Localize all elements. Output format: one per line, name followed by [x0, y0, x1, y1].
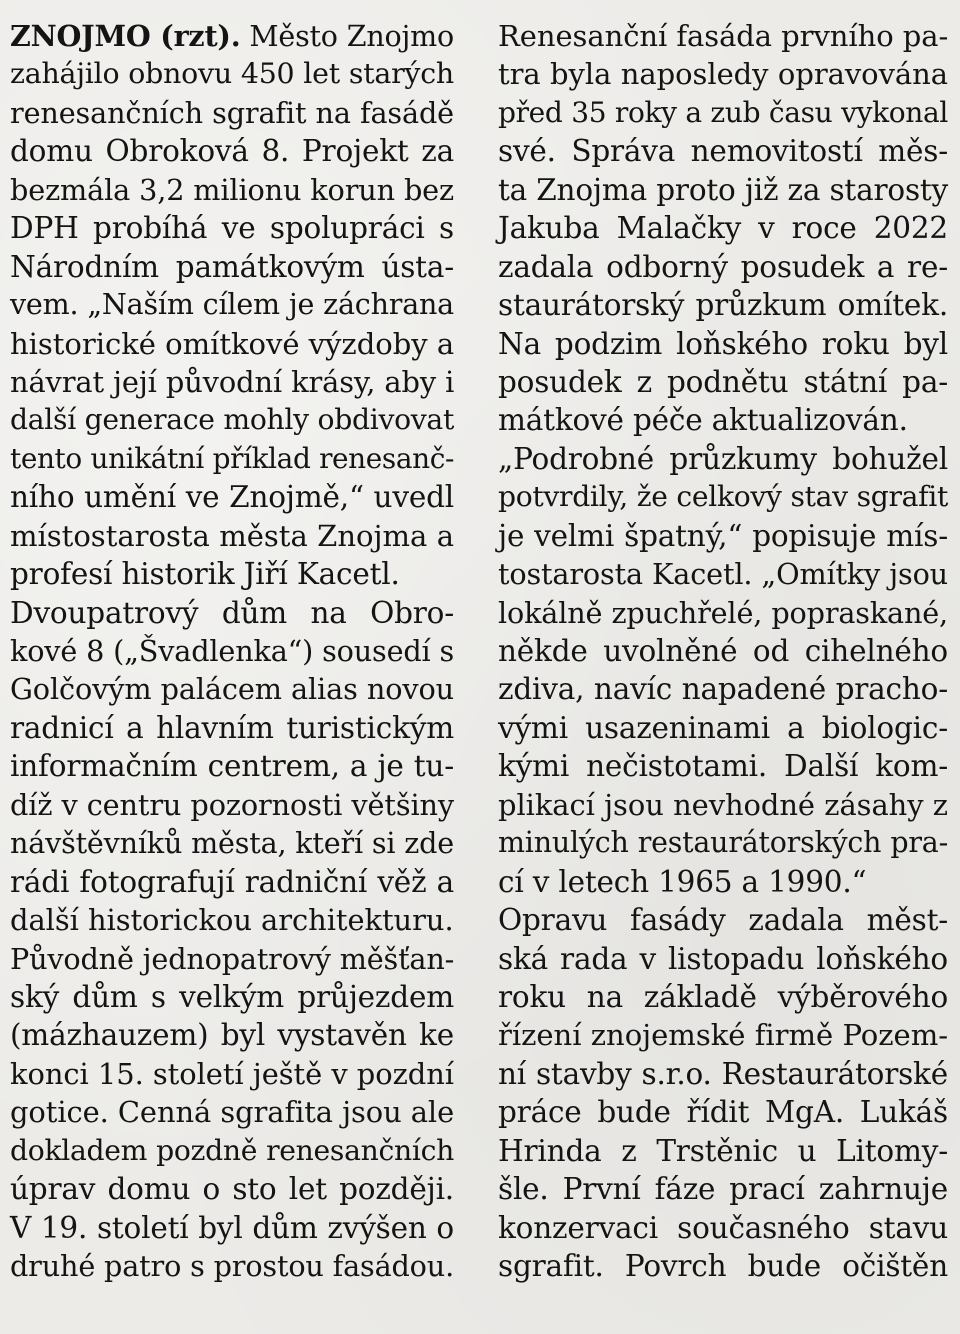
article-line: kové 8 („Švadlenka“) sousedí s [10, 634, 455, 668]
article-line: profesí historik Jiří Kacetl. [10, 557, 400, 592]
article-line: plikací jsou nevhodné zásahy z [498, 787, 948, 822]
article-line: Hrinda z Trstěnic u Litomy- [498, 1133, 948, 1168]
article-line: další historickou architekturu. [10, 903, 454, 938]
article-line: tento unikátní příklad renesanč- [10, 441, 454, 475]
article-lead-dateline: ZNOJMO (rzt). [10, 19, 241, 53]
article-line: gotice. Cenná sgrafita jsou ale [10, 1095, 455, 1130]
article-line: historické omítkové výzdoby a [10, 326, 455, 361]
article-line: zadala odborný posudek a re- [498, 249, 948, 284]
article-line: Jakuba Malačky v roce 2022 [498, 211, 948, 246]
article-line: „Podrobné průzkumy bohužel [498, 441, 948, 476]
article-line: druhé patro s prostou fasádou. [10, 1249, 455, 1283]
article-line: Opravu fasády zadala měst- [498, 903, 948, 938]
article-line: V 19. století byl dům zvýšen o [10, 1210, 454, 1245]
article-line: konci 15. století ještě v pozdní [10, 1056, 454, 1091]
article-line: své. Správa nemovitostí měs- [498, 134, 948, 169]
article-line: bezmála 3,2 milionu korun bez [10, 172, 455, 207]
article-line: další generace mohly obdivovat [10, 403, 454, 437]
article-line: domu Obroková 8. Projekt za [10, 134, 454, 169]
article-column-left [10, 17, 454, 1285]
article-line [10, 17, 454, 55]
article-line: Původně jednopatrový měšťan- [10, 941, 455, 976]
article-line: práce bude řídit MgA. Lukáš [498, 1095, 948, 1130]
article-line: místostarosta města Znojma a [10, 518, 454, 553]
article-line: roku na základě výběrového [498, 979, 948, 1014]
article-line: ního umění ve Znojmě,“ uvedl [10, 480, 454, 515]
article-line: Renesanční fasáda prvního pa- [498, 19, 949, 53]
article-line: DPH probíhá ve spolupráci s [10, 211, 454, 246]
article-line: dokladem pozdně renesančních [10, 1133, 454, 1167]
article-line: úprav domu o sto let později. [10, 1172, 454, 1207]
article-column-right [498, 17, 948, 1285]
article-line: Dvoupatrový dům na Obro- [10, 595, 454, 630]
article-line: Národním památkovým ústa- [10, 249, 454, 284]
article-line: potvrdily, že celkový stav sgrafit [498, 480, 948, 514]
article-line: Na podzim loňského roku byl [498, 326, 948, 361]
article-line: zdiva, navíc napadené pracho- [498, 672, 948, 707]
article-line: návrat její původní krásy, aby i [10, 364, 455, 399]
article-line: návštěvníků města, kteří si zde [10, 826, 454, 861]
article-line: vem. „Naším cílem je záchrana [10, 288, 454, 322]
article-line: cí v letech 1965 a 1990.“ [498, 864, 867, 899]
article-line: (mázhauzem) byl vystavěn ke [10, 1018, 454, 1053]
article-line: mátkové péče aktualizován. [498, 403, 908, 438]
article-line: díž v centru pozornosti většiny [10, 787, 454, 822]
article-line-text: Město Znojmo [240, 20, 454, 53]
article-line: minulých restaurátorských pra- [498, 826, 948, 860]
article-line: posudek z podnětu státní pa- [498, 364, 948, 399]
article-line: kými nečistotami. Další kom- [498, 749, 948, 784]
article-line: zahájilo obnovu 450 let starých [10, 57, 454, 91]
article-line: tra byla naposledy opravována [498, 57, 948, 92]
article-line: šle. První fáze prací zahrnuje [498, 1172, 948, 1207]
article-line: rádi fotografují radniční věž a [10, 864, 454, 899]
article-line: ní stavby s.r.o. Restaurátorské [498, 1056, 948, 1091]
article-line: lokálně zpuchřelé, popraskané, [498, 595, 948, 630]
article-line: řízení znojemské firmě Pozem- [498, 1018, 948, 1053]
column-gutter [470, 0, 471, 1334]
article-line: vými usazeninami a biologic- [498, 710, 948, 745]
article-line: je velmi špatný,“ popisuje mís- [498, 518, 948, 553]
article-line: ta Znojma proto již za starosty [498, 172, 948, 207]
article-line: před 35 roky a zub času vykonal [498, 95, 948, 129]
article-line: ská rada v listopadu loňského [498, 941, 948, 976]
article-line: ský dům s velkým průjezdem [10, 979, 454, 1014]
article-line: renesančních sgrafit na fasádě [10, 95, 454, 130]
article-line: někde uvolněné od cihelného [498, 634, 948, 668]
article-line: tostarosta Kacetl. „Omítky jsou [498, 557, 948, 592]
article-line: Golčovým palácem alias novou [10, 672, 454, 707]
article-line: informačním centrem, a je tu- [10, 749, 454, 784]
article-line: sgrafit. Povrch bude očištěn [498, 1249, 948, 1283]
article-line: staurátorský průzkum omítek. [498, 288, 948, 323]
article-line: konzervaci současného stavu [498, 1210, 948, 1245]
article-line: radnicí a hlavním turistickým [10, 710, 454, 745]
